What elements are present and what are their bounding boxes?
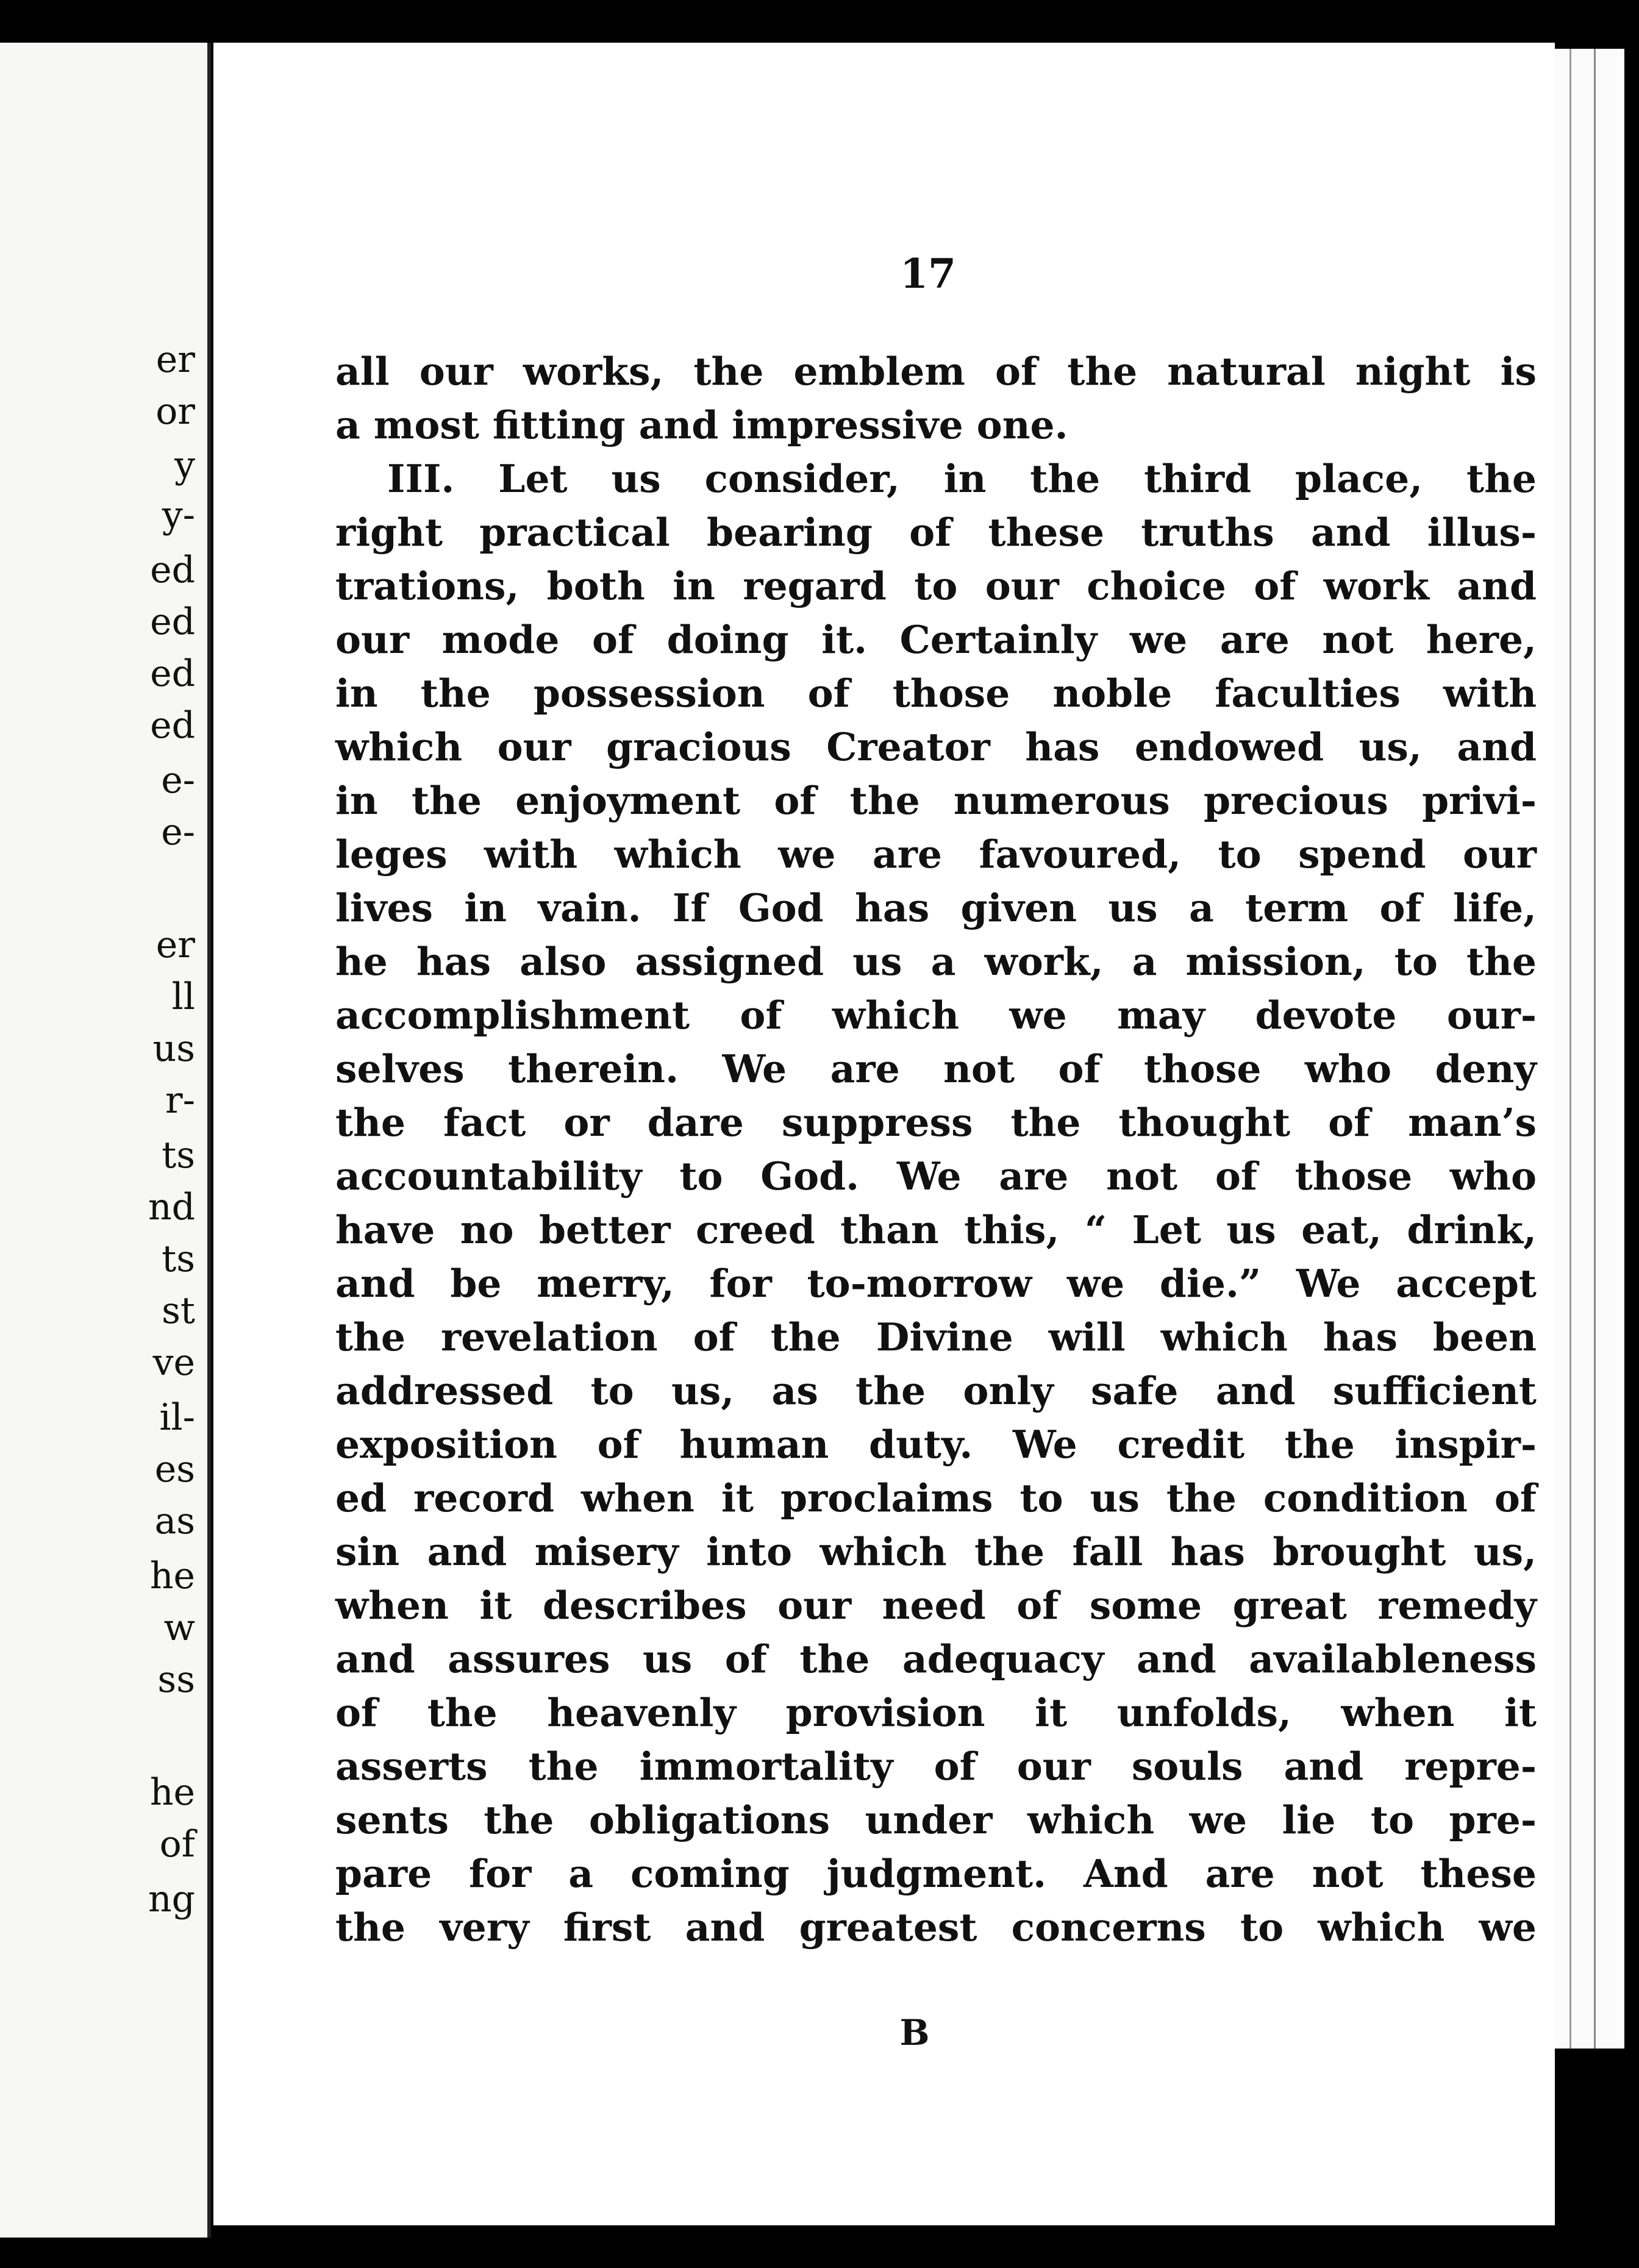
page-number: 17 [900,250,956,298]
facing-page-fragment: er [155,924,195,966]
facing-page-fragment: ll [171,975,195,1018]
facing-page-fragment: ts [162,1238,195,1280]
facing-page-fragment: e- [161,759,195,802]
facing-page-fragment: he [149,1555,195,1597]
text-line: when it describes our need of some great remedy [335,1583,1537,1628]
text-line: lives in vain. If God has given us a term of life, [335,885,1537,930]
facing-page-fragment: ed [150,652,195,695]
facing-page-fragment: of [159,1823,195,1866]
facing-page-fragment: as [154,1500,195,1542]
facing-page-fragment: ss [157,1658,195,1701]
facing-page-left [0,43,211,2238]
facing-page-fragment: r- [165,1079,195,1122]
book-page [213,43,1555,2225]
text-line: all our works, the emblem of the natural night is [335,349,1537,394]
facing-page-fragment: es [154,1448,195,1491]
text-line: pare for a coming judgment. And are not these [335,1851,1537,1896]
text-line: and assures us of the adequacy and availableness [335,1636,1537,1681]
text-line: exposition of human duty. We credit the inspir- [335,1422,1537,1467]
text-line: asserts the immortality of our souls and repre- [335,1744,1537,1789]
text-line: sin and misery into which the fall has brought us, [335,1529,1537,1574]
text-line: he has also assigned us a work, a mission, to the [335,939,1537,984]
signature-mark: B [899,2012,930,2053]
text-line: and be merry, for to-morrow we die.” We accept [335,1261,1537,1306]
text-line: in the enjoyment of the numerous precious privi- [335,778,1537,823]
text-line: accountability to God. We are not of those who [335,1154,1537,1199]
facing-page-fragment: ts [162,1134,195,1177]
facing-page-fragment: us [152,1027,195,1070]
body-text [335,344,1537,1954]
text-line: our mode of doing it. Certainly we are not here, [335,617,1537,662]
facing-page-fragment: ed [150,549,195,591]
text-line: leges with which we are favoured, to spend our [335,832,1537,877]
facing-page-fragment: ed [150,601,195,643]
facing-page-fragment: he [149,1771,195,1814]
facing-page-fragment: nd [148,1186,195,1228]
facing-page-fragment: e- [161,811,195,854]
text-line: III. Let us consider, in the third place, the [387,456,1537,501]
text-line: the fact or dare suppress the thought of man’s [335,1100,1537,1145]
text-line: trations, both in regard to our choice of work and [335,563,1537,608]
text-line: of the heavenly provision it unfolds, when it [335,1690,1537,1735]
text-line: selves therein. We are not of those who deny [335,1046,1537,1091]
text-line: the revelation of the Divine will which has been [335,1314,1537,1360]
facing-page-fragment: w [163,1606,195,1649]
facing-page-fragment: il- [159,1396,195,1439]
text-line: the very first and greatest concerns to which we [335,1905,1537,1950]
facing-page-fragment: st [162,1289,195,1332]
text-line: in the possession of those noble faculties with [335,671,1537,716]
facing-page-fragment: ed [150,704,195,747]
facing-page-fragment: ve [152,1341,195,1384]
text-line: ed record when it proclaims to us the condition of [335,1475,1537,1521]
text-line: accomplishment of which we may devote our- [335,993,1537,1038]
text-line: right practical bearing of these truths and illus- [335,510,1537,555]
facing-page-fragment: or [155,390,195,433]
text-line: a most fitting and impressive one. [335,402,1068,448]
facing-page-fragment: er [155,338,195,381]
text-line: sents the obligations under which we lie to pre- [335,1797,1537,1842]
page-edge-stack [1549,49,1624,2049]
text-line: addressed to us, as the only safe and sufficient [335,1368,1537,1413]
facing-page-fragment: y [174,444,195,487]
facing-page-fragment: ng [148,1878,195,1920]
text-line: have no better creed than this, “ Let us eat, drink, [335,1207,1537,1252]
text-line: which our gracious Creator has endowed us, and [335,724,1537,769]
facing-page-fragment: y- [162,494,195,537]
